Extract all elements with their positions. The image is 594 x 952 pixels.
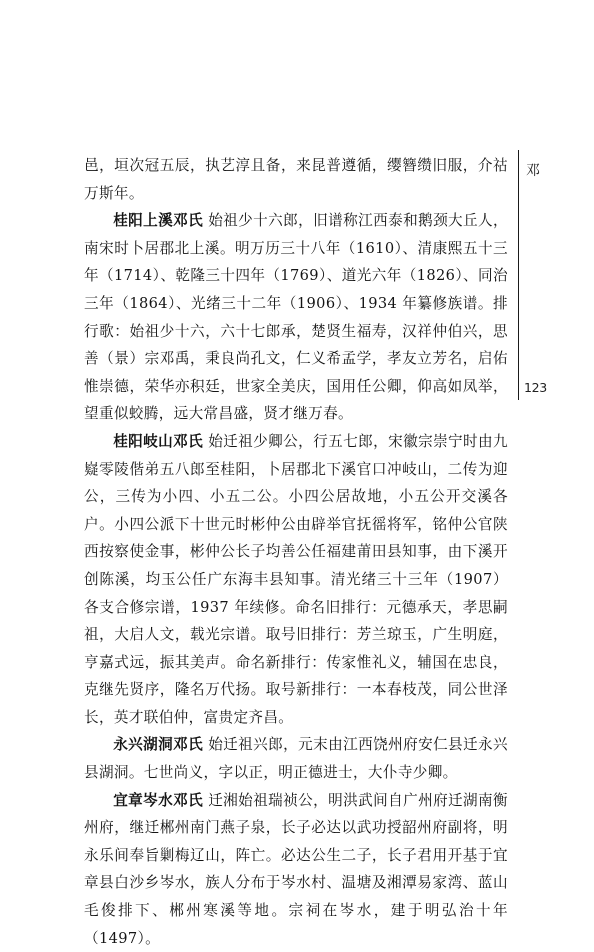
paragraph-guiyang-qishan <box>84 428 508 732</box>
section-thumb-char: 邓 <box>526 163 540 179</box>
page-sidebar <box>518 150 558 400</box>
body-text <box>84 152 508 952</box>
paragraph-text: 始祖少十六郎，旧谱称江西泰和鹅颈大丘人，南宋时卜居郡北上溪。明万历三十八年（1610）、清康熙五十三年（1714）、乾隆三十四年（1769）、道光六年（1826）、同治三年（1864）、光绪三十二年（1906）、1934 年纂修族谱。排行歌：始祖少十六，六十七郎承，楚贤生福寿，汉祥仲伯兴，思善（景）宗邓禹，秉良尚孔文，仁义希孟学，孝友立芳名，启佑惟崇德，荣华亦积廷，世家全美庆，国用任公卿，仰高如凤举，望重似蛟腾，远大常昌盛，贤才继万春。 <box>84 212 508 423</box>
paragraph-text: 迁湘始祖瑞祯公，明洪武间自广州府迁湖南衡州府，继迁郴州南门燕子泉，长子必达以武功授韶州府副将，明永乐间奉旨剿梅辽山，阵亡。必达公生二子，长子君用开基于宜章县白沙乡岑水，族人分布于岑水村、温塘及湘潭易家湾、蓝山毛俊排下、郴州寒溪等地。宗祠在岑水，建于明弘治十年（1497）。 <box>84 791 508 947</box>
paragraph-yongxing-hudong <box>84 731 508 786</box>
clan-heading: 宜章岑水邓氏 <box>113 791 204 809</box>
paragraph-text: 邑，垣次冠五辰，执艺淳且备，来昆普遵循，缨簪缵旧服，介祜万斯年。 <box>84 157 508 202</box>
paragraph-yizhang-censhui <box>84 787 508 952</box>
paragraph-continued <box>84 152 508 207</box>
paragraph-text: 始迁祖少卿公，行五七郎，宋徽宗崇宁时由九嶷零陵偕弟五八郎至桂阳，卜居郡北下溪官口冲岐山，二传为迎公，三传为小四、小五二公。小四公居故地，小五公开交溪各户。小四公派下十世元时彬仲公由辟举官抚徭将军，铭仲公官陕西按察使金事，彬仲公长子均善公任福建莆田县知事，由下溪开创陈溪，均玉公任广东海丰县知事。清光绪三十三年（1907）各支合修宗谱，1937 年续修。命名旧排行：元德承天，孝思嗣祖，大启人文，载光宗谱。取号旧排行：芳兰琼玉，广生明庭，亨嘉式远，振其美声。命名新排行：传家惟礼义，辅国在忠良，克继先贤序，隆名万代扬。取号新排行：一本春枝茂，同公世泽长，英才联伯仲，富贵定齐昌。 <box>84 432 508 726</box>
clan-heading: 桂阳岐山邓氏 <box>113 432 204 450</box>
paragraph-guiyang-shangxi <box>84 207 508 428</box>
clan-heading: 桂阳上溪邓氏 <box>113 212 204 230</box>
clan-heading: 永兴湖洞邓氏 <box>113 736 204 754</box>
margin-rule <box>518 150 519 400</box>
paragraph-text: 始迁祖兴郎，元末由江西饶州府安仁县迁永兴县湖洞。七世尚义，字以正，明正德进士，大仆寺少卿。 <box>84 736 508 782</box>
page-number: 123 <box>524 380 547 395</box>
